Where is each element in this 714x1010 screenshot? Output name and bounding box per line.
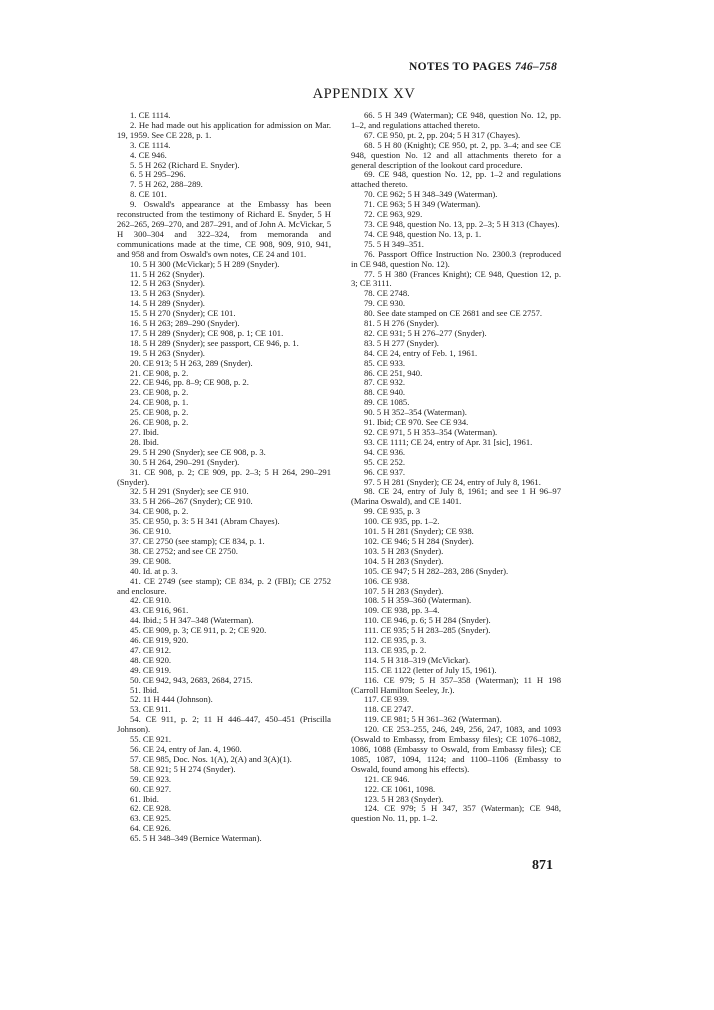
note-entry: 21. CE 908, p. 2. (130, 367, 189, 378)
note-entry: 25. CE 908, p. 2. (130, 407, 189, 418)
note-entry: 31. CE 908, p. 2; CE 909, pp. 2–3; 5 H 264, 290–291 (Snyder). (117, 466, 331, 487)
note-entry: 99. CE 935, p. 3 (364, 506, 421, 517)
note-entry: 15. 5 H 270 (Snyder); CE 101. (130, 308, 236, 319)
note-entry: 48. CE 920. (130, 654, 172, 665)
note-entry: 61. Ibid. (130, 793, 159, 804)
note-entry: 2. He had made out his application for admission on Mar. 19, 1959. See CE 228, p. 1. (117, 119, 331, 140)
note-entry: 73. CE 948, question No. 13, pp. 2–3; 5 H 313 (Chayes). (364, 218, 560, 229)
note-entry: 62. CE 928. (130, 803, 172, 814)
note-entry: 88. CE 940. (364, 387, 406, 398)
note-entry: 54. CE 911, p. 2; 11 H 446–447, 450–451 (Priscilla Johnson). (117, 714, 331, 735)
note-entry: 18. 5 H 289 (Snyder); see passport, CE 946, p. 1. (130, 337, 299, 348)
note-entry: 106. CE 938. (364, 575, 410, 586)
note-entry: 75. 5 H 349–351. (364, 238, 424, 249)
notes-column-right (351, 111, 561, 824)
note-entry: 36. CE 910. (130, 526, 172, 537)
note-entry: 103. 5 H 283 (Snyder). (364, 545, 444, 556)
note-entry: 50. CE 942, 943, 2683, 2684, 2715. (130, 674, 253, 685)
note-entry: 56. CE 24, entry of Jan. 4, 1960. (130, 744, 242, 754)
note-entry: 16. 5 H 263; 289–290 (Snyder). (130, 318, 240, 329)
note-entry: 78. CE 2748. (364, 288, 410, 299)
note-entry: 38. CE 2752; and see CE 2750. (130, 545, 238, 556)
note-entry: 41. CE 2749 (see stamp); CE 834, p. 2 (FBI); CE 2752 and enclosure. (117, 575, 331, 596)
note-entry: 102. CE 946; 5 H 284 (Snyder). (364, 535, 474, 546)
note-entry: 115. CE 1122 (letter of July 15, 1961). (364, 664, 497, 675)
note-entry: 121. CE 946. (364, 773, 410, 784)
note-entry: 65. 5 H 348–349 (Bernice Waterman). (130, 833, 262, 844)
note-entry: 81. 5 H 276 (Snyder). (364, 318, 439, 329)
note-entry: 6. 5 H 295–296. (130, 169, 186, 180)
note-entry: 83. 5 H 277 (Snyder). (364, 337, 439, 348)
note-entry: 108. 5 H 359–360 (Waterman). (364, 595, 472, 606)
note-entry: 22. CE 946, pp. 8–9; CE 908, p. 2. (130, 377, 249, 388)
note-entry: 86. CE 251, 940. (364, 367, 423, 378)
note-entry: 53. CE 911. (130, 704, 171, 715)
note-entry: 13. 5 H 263 (Snyder). (130, 288, 205, 299)
appendix-title: APPENDIX XV (312, 86, 416, 102)
note-entry: 92. CE 971, 5 H 353–354 (Waterman). (364, 427, 498, 437)
note-entry: 58. CE 921; 5 H 274 (Snyder). (130, 763, 236, 774)
note-entry: 4. CE 946. (130, 149, 167, 160)
note-entry: 55. CE 921. (130, 734, 172, 745)
running-head-page-range: 746–758 (514, 61, 558, 73)
note-entry: 110. CE 946, p. 6; 5 H 284 (Snyder). (364, 615, 491, 626)
note-entry: 71. CE 963; 5 H 349 (Waterman). (364, 199, 481, 210)
note-entry: 32. 5 H 291 (Snyder); see CE 910. (130, 486, 249, 497)
note-entry: 117. CE 939. (364, 694, 410, 705)
note-entry: 51. Ibid. (130, 684, 159, 695)
note-entry: 123. 5 H 283 (Snyder). (364, 793, 444, 804)
note-entry: 116. CE 979; 5 H 357–358 (Waterman); 11 H 198 (Carroll Hamilton Seeley, Jr.). (351, 674, 561, 695)
note-entry: 1. CE 1114. (130, 110, 171, 120)
note-entry: 94. CE 936. (364, 446, 406, 457)
page-number: 871 (532, 858, 553, 873)
note-entry: 59. CE 923. (130, 773, 172, 784)
note-entry: 57. CE 985, Doc. Nos. 1(A), 2(A) and 3(A)(1). (130, 753, 292, 764)
note-entry: 64. CE 926. (130, 823, 172, 834)
note-entry: 9. Oswald's appearance at the Embassy has been reconstructed from the testimony of Richard E. Snyder, 5 H 262–265, 269–270, and 287–291, and of John A. McVickar, 5 H 300–304 and 322–324, from memoranda and communications made at the time, CE 908, 909, 910, 941, and 958 and from Oswald's own notes, CE 24 and 101. (117, 199, 331, 259)
note-entry: 84. CE 24, entry of Feb. 1, 1961. (364, 347, 478, 358)
note-entry: 79. CE 930. (364, 298, 406, 309)
running-head (409, 61, 557, 73)
note-entry: 89. CE 1085. (364, 397, 410, 408)
note-entry: 45. CE 909, p. 3; CE 911, p. 2; CE 920. (130, 625, 267, 636)
note-entry: 124. CE 979; 5 H 347, 357 (Waterman); CE 948, question No. 11, pp. 1–2. (351, 803, 561, 824)
note-entry: 70. CE 962; 5 H 348–349 (Waterman). (364, 189, 498, 200)
note-entry: 46. CE 919, 920. (130, 635, 189, 646)
note-entry: 67. CE 950, pt. 2, pp. 204; 5 H 317 (Chayes). (364, 129, 521, 140)
note-entry: 39. CE 908. (130, 555, 172, 566)
note-entry: 80. See date stamped on CE 2681 and see CE 2757. (364, 308, 543, 319)
notes-column-left (117, 111, 331, 844)
note-entry: 112. CE 935, p. 3. (364, 635, 427, 646)
note-entry: 109. CE 938, pp. 3–4. (364, 605, 440, 616)
note-entry: 5. 5 H 262 (Richard E. Snyder). (130, 159, 240, 170)
note-entry: 104. 5 H 283 (Snyder). (364, 555, 444, 566)
note-entry: 90. 5 H 352–354 (Waterman). (364, 407, 467, 418)
note-entry: 100. CE 935, pp. 1–2. (364, 516, 440, 527)
note-entry: 27. Ibid. (130, 427, 159, 437)
note-entry: 24. CE 908, p. 1. (130, 397, 189, 408)
note-entry: 74. CE 948, question No. 13, p. 1. (364, 228, 482, 239)
note-entry: 93. CE 1111; CE 24, entry of Apr. 31 [sic], 1961. (364, 436, 533, 447)
note-entry: 113. CE 935, p. 2. (364, 644, 427, 655)
note-entry: 29. 5 H 290 (Snyder); see CE 908, p. 3. (130, 446, 266, 457)
note-entry: 95. CE 252. (364, 456, 406, 467)
running-head-title: NOTES TO PAGES (409, 61, 515, 73)
note-entry: 17. 5 H 289 (Snyder); CE 908, p. 1; CE 101. (130, 327, 284, 338)
note-entry: 69. CE 948, question No. 12, pp. 1–2 and regulations attached thereto. (351, 169, 561, 190)
note-entry: 87. CE 932. (364, 377, 406, 388)
note-entry: 43. CE 916, 961. (130, 605, 189, 616)
note-entry: 34. CE 908, p. 2. (130, 506, 189, 517)
note-entry: 101. 5 H 281 (Snyder); CE 938. (364, 526, 474, 537)
note-entry: 35. CE 950, p. 3: 5 H 341 (Abram Chayes). (130, 516, 280, 527)
note-entry: 118. CE 2747. (364, 704, 414, 715)
note-entry: 66. 5 H 349 (Waterman); CE 948, question No. 12, pp. 1–2, and regulations attached thereto. (351, 110, 561, 130)
note-entry: 72. CE 963, 929. (364, 209, 423, 220)
note-entry: 20. CE 913; 5 H 263, 289 (Snyder). (130, 357, 253, 368)
note-entry: 28. Ibid. (130, 436, 159, 447)
note-entry: 3. CE 1114. (130, 139, 171, 150)
note-entry: 33. 5 H 266–267 (Snyder); CE 910. (130, 496, 253, 507)
note-entry: 14. 5 H 289 (Snyder). (130, 298, 205, 309)
note-entry: 52. 11 H 444 (Johnson). (130, 694, 213, 705)
note-entry: 105. CE 947; 5 H 282–283, 286 (Snyder). (364, 565, 509, 576)
note-entry: 47. CE 912. (130, 644, 172, 655)
note-entry: 119. CE 981; 5 H 361–362 (Waterman). (364, 714, 502, 725)
note-entry: 63. CE 925. (130, 813, 172, 824)
note-entry: 26. CE 908, p. 2. (130, 417, 189, 428)
note-entry: 107. 5 H 283 (Snyder). (364, 585, 444, 596)
note-entry: 37. CE 2750 (see stamp); CE 834, p. 1. (130, 535, 265, 546)
note-entry: 97. 5 H 281 (Snyder); CE 24, entry of July 8, 1961. (364, 476, 541, 487)
note-entry: 98. CE 24, entry of July 8, 1961; and see 1 H 96–97 (Marina Oswald), and CE 1401. (351, 486, 561, 507)
note-entry: 82. CE 931; 5 H 276–277 (Snyder). (364, 327, 487, 338)
note-entry: 85. CE 933. (364, 357, 406, 368)
note-entry: 7. 5 H 262, 288–289. (130, 179, 203, 190)
note-entry: 12. 5 H 263 (Snyder). (130, 278, 205, 289)
note-entry: 91. Ibid; CE 970. See CE 934. (364, 417, 469, 428)
note-entry: 8. CE 101. (130, 189, 167, 200)
note-entry: 60. CE 927. (130, 783, 172, 794)
note-entry: 96. CE 937. (364, 466, 406, 477)
note-entry: 77. 5 H 380 (Frances Knight); CE 948, Question 12, p. 3; CE 3111. (351, 268, 561, 289)
note-entry: 120. CE 253–255, 246, 249, 256, 247, 1083, and 1093 (Oswald to Embassy, from Embassy files); CE 1076–1082, 1086, 1088 (Embassy to Oswald, from Embassy files); CE 1085, 1087, 1094, 1124; and 1100–1106 (Embassy to Oswald, found among his effects). (351, 724, 561, 774)
note-entry: 111. CE 935; 5 H 283–285 (Snyder). (364, 625, 491, 636)
note-entry: 19. 5 H 263 (Snyder). (130, 347, 205, 358)
note-entry: 76. Passport Office Instruction No. 2300.3 (reproduced in CE 948, question No. 12). (351, 248, 561, 269)
note-entry: 114. 5 H 318–319 (McVickar). (364, 654, 471, 665)
note-entry: 68. 5 H 80 (Knight); CE 950, pt. 2, pp. 3–4; and see CE 948, question No. 12 and all attachments thereto for a general description of the lookout card procedure. (351, 139, 561, 170)
note-entry: 42. CE 910. (130, 595, 172, 606)
note-entry: 11. 5 H 262 (Snyder). (130, 268, 205, 279)
note-entry: 10. 5 H 300 (McVickar); 5 H 289 (Snyder). (130, 258, 280, 269)
note-entry: 49. CE 919. (130, 664, 172, 675)
note-entry: 30. 5 H 264, 290–291 (Snyder). (130, 456, 240, 467)
note-entry: 122. CE 1061, 1098. (364, 783, 436, 794)
note-entry: 23. CE 908, p. 2. (130, 387, 189, 398)
note-entry: 44. Ibid.; 5 H 347–348 (Waterman). (130, 615, 254, 626)
note-entry: 40. Id. at p. 3. (130, 565, 178, 576)
